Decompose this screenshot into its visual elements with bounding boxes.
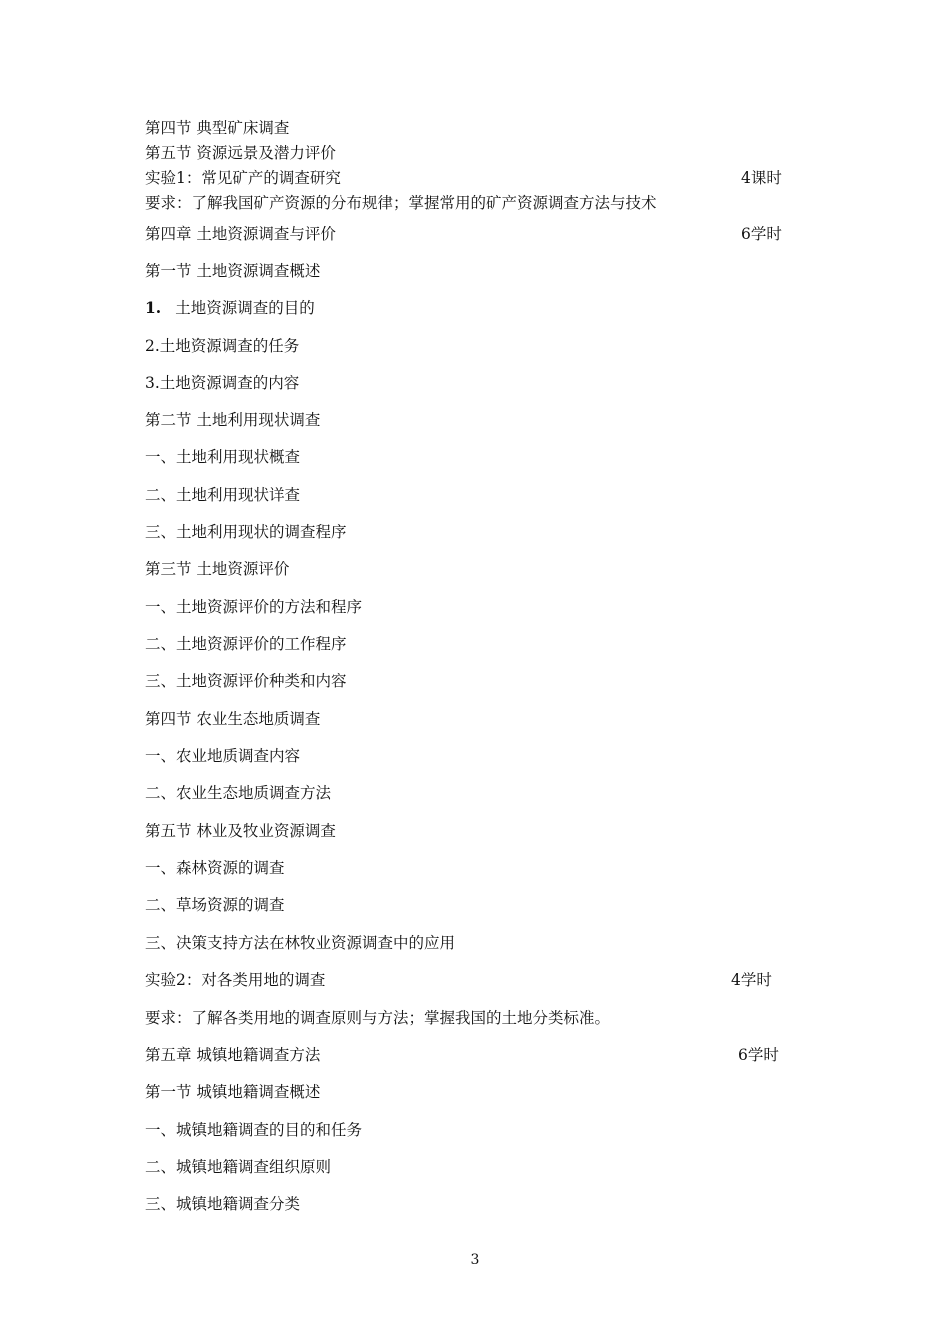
chapter-heading: 第五章 城镇地籍调查方法 — [145, 1046, 321, 1064]
experiment-title: 实验2：对各类用地的调查 — [145, 971, 326, 989]
list-item: 3.土地资源调查的内容 — [145, 374, 300, 392]
list-item: 三、土地利用现状的调查程序 — [145, 523, 347, 541]
list-item: 一、森林资源的调查 — [145, 859, 285, 877]
section-heading: 第一节 城镇地籍调查概述 — [145, 1083, 321, 1101]
section-heading: 第一节 土地资源调查概述 — [145, 262, 321, 280]
list-item: 三、土地资源评价种类和内容 — [145, 672, 347, 690]
list-item: 一、土地资源评价的方法和程序 — [145, 598, 363, 616]
list-item: 二、城镇地籍调查组织原则 — [145, 1158, 332, 1176]
experiment-hours: 4学时 — [731, 971, 772, 989]
list-item: 二、农业生态地质调查方法 — [145, 784, 332, 802]
requirement-text: 要求：了解我国矿产资源的分布规律；掌握常用的矿产资源调查方法与技术 — [145, 194, 657, 212]
list-item: 三、决策支持方法在林牧业资源调查中的应用 — [145, 934, 456, 952]
section-heading: 第五节 资源远景及潜力评价 — [145, 144, 336, 162]
list-item: 二、土地利用现状详查 — [145, 486, 301, 504]
section-heading: 第四节 典型矿床调查 — [145, 119, 290, 137]
list-item: 二、土地资源评价的工作程序 — [145, 635, 347, 653]
section-heading: 第四节 农业生态地质调查 — [145, 710, 321, 728]
list-item: 一、土地利用现状概查 — [145, 448, 301, 466]
chapter-hours: 6学时 — [741, 225, 782, 243]
list-item: 2.土地资源调查的任务 — [145, 337, 300, 355]
list-item: 一、城镇地籍调查的目的和任务 — [145, 1121, 363, 1139]
experiment-hours: 4课时 — [741, 169, 782, 187]
list-item — [145, 298, 315, 318]
section-heading: 第三节 土地资源评价 — [145, 560, 290, 578]
experiment-title: 实验1：常见矿产的调查研究 — [145, 169, 341, 187]
section-heading: 第五节 林业及牧业资源调查 — [145, 822, 336, 840]
page-number: 3 — [470, 1252, 480, 1268]
list-item-number: 1. — [145, 298, 162, 317]
chapter-heading: 第四章 土地资源调查与评价 — [145, 225, 336, 243]
section-heading: 第二节 土地利用现状调查 — [145, 411, 321, 429]
list-item: 一、农业地质调查内容 — [145, 747, 301, 765]
requirement-text: 要求：了解各类用地的调查原则与方法；掌握我国的土地分类标准。 — [145, 1009, 611, 1027]
list-item: 二、草场资源的调查 — [145, 896, 285, 914]
chapter-hours: 6学时 — [738, 1046, 779, 1064]
list-item-text: 土地资源调查的目的 — [175, 299, 315, 317]
list-item: 三、城镇地籍调查分类 — [145, 1195, 301, 1213]
